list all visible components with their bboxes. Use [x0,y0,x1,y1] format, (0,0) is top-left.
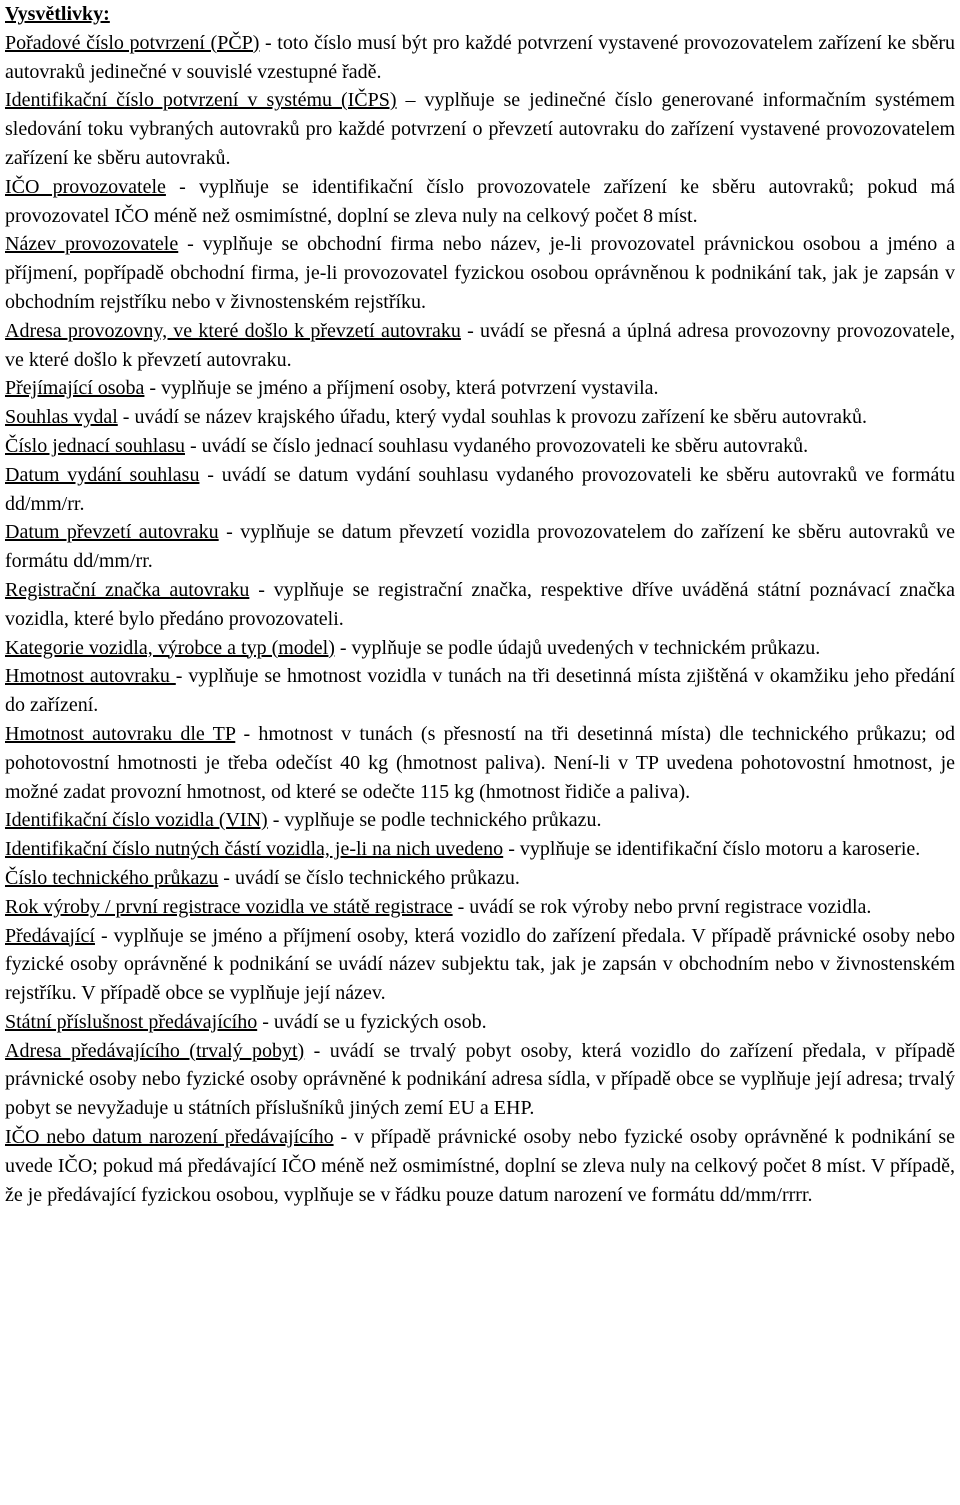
definition-text: - vyplňuje se jméno a příjmení osoby, která vozidlo do zařízení předala. V případě právnické osoby nebo fyzické osoby oprávněné k podnikání se uvádí název subjektu tak, jak je zapsán v obchodním nebo v živnostenském rejstříku. V případě obce se vyplňuje její název. [5,924,955,1005]
definition-term: Kategorie vozidla, výrobce a typ (model) [5,636,335,659]
definition-entry [5,662,955,720]
definition-entry [5,518,955,576]
definition-entry [5,1123,955,1209]
definition-term: Název provozovatele [5,233,179,256]
definition-entry [5,576,955,634]
definition-entry [5,893,955,922]
definition-term: Adresa předávajícího (trvalý pobyt) [5,1039,305,1062]
definition-term: Datum převzetí autovraku [5,521,219,544]
heading: Vysvětlivky: [5,3,110,25]
definition-term: Hmotnost autovraku dle TP [5,722,236,745]
definition-term: Státní příslušnost předávajícího [5,1010,258,1033]
definition-term: Identifikační číslo vozidla (VIN) [5,809,268,832]
definition-entry [5,1037,955,1123]
definition-entry [5,461,955,519]
definition-entry [5,374,955,403]
definition-text: - uvádí se číslo technického průkazu. [218,866,520,889]
definition-text: - uvádí se přesná a úplná adresa provozovny provozovatele, ve které došlo k převzetí autovraku. [5,319,955,371]
definition-term: Souhlas vydal [5,406,118,429]
definition-entry [5,173,955,231]
definition-term: IČO nebo datum narození předávajícího [5,1126,334,1149]
definition-term: Číslo technického průkazu [5,866,219,889]
definition-term: Hmotnost autovraku [5,665,176,688]
definition-text: - uvádí se rok výroby nebo první registrace vozidla. [452,895,872,918]
definition-text: - hmotnost v tunách (s přesností na tři desetinná místa) dle technického průkazu; od pohotovostní hmotnosti je třeba odečíst 40 kg (hmotnost paliva). Není-li v TP uvedena pohotovostní hmotnost, je možné zadat provozní hmotnost, od které se odečte 115 kg (hmotnost řidiče a paliva). [5,722,955,803]
definition-term: Rok výroby / první registrace vozidla ve státě registrace [5,895,453,918]
definition-entry [5,922,955,1008]
definition-entry [5,634,955,663]
definition-text: - vyplňuje se obchodní firma nebo název, je-li provozovatel právnickou osobou a jméno a příjmení, popřípadě obchodní firma, je-li provozovatel fyzickou osobou oprávněnou k podnikání tak, jak je zapsán v obchodním rejstříku nebo v živnostenském rejstříku. [5,233,956,313]
definition-entry [5,29,955,87]
definition-entry [5,86,955,172]
definition-term: Identifikační číslo potvrzení v systému (IČPS) [5,89,397,112]
definition-entry [5,230,955,316]
definition-entry [5,403,955,432]
definition-term: Identifikační číslo nutných částí vozidla, je-li na nich uvedeno [5,838,504,861]
definition-text: - vyplňuje se hmotnost vozidla v tunách na tři desetinná místa zjištěná v okamžiku jeho předání do zařízení. [5,665,955,717]
definition-term: Číslo jednací souhlasu [5,434,185,457]
definition-text: - vyplňuje se jméno a příjmení osoby, která potvrzení vystavila. [144,377,659,400]
definition-term: Datum vydání souhlasu [5,463,200,486]
entries-list [5,29,955,1210]
definition-text: - uvádí se trvalý pobyt osoby, která vozidlo do zařízení předala, v případě právnické osoby nebo fyzické osoby oprávněné k podnikání adresa sídla, v případě obce se vyplňuje její adresa; trvalý pobyt se nevyžaduje u státních příslušníků jiných zemí EU a EHP. [5,1039,955,1120]
definition-entry [5,317,955,375]
definition-text: - vyplňuje se podle údajů uvedených v technickém průkazu. [334,636,821,659]
definition-text: - uvádí se číslo jednací souhlasu vydaného provozovateli ke sběru autovraků. [184,434,809,457]
definition-text: - vyplňuje se registrační značka, respektive dříve uváděná státní poznávací značka vozidla, které bylo předáno provozovateli. [5,578,956,630]
definition-entry [5,864,955,893]
definition-entry [5,720,955,806]
definition-entry [5,806,955,835]
definition-text: - uvádí se datum vydání souhlasu vydaného provozovateli ke sběru autovraků ve formátu dd/mm/rr. [5,463,955,515]
definition-entry [5,1008,955,1037]
definition-text: - vyplňuje se datum převzetí vozidla provozovatelem do zařízení ke sběru autovraků ve formátu dd/mm/rr. [5,521,955,573]
definition-term: IČO provozovatele [5,175,166,198]
definition-entry [5,432,955,461]
definition-text: - vyplňuje se identifikační číslo provozovatele zařízení ke sběru autovraků; pokud má provozovatel IČO méně než osmimístné, doplní se zleva nuly na celkový počet 8 míst. [5,175,955,227]
definition-term: Předávající [5,924,95,947]
definition-term: Registrační značka autovraku [5,578,250,601]
definition-term: Adresa provozovny, ve které došlo k převzetí autovraku [5,319,461,342]
definition-entry [5,835,955,864]
definition-text: – vyplňuje se jedinečné číslo generované informačním systémem sledování toku vybraných autovraků pro každé potvrzení o převzetí autovraku do zařízení vystavené provozovatelem zařízení ke sběru autovraků. [5,89,955,169]
definition-text: - vyplňuje se podle technického průkazu. [267,809,602,832]
definition-text: - uvádí se u fyzických osob. [257,1010,487,1033]
definition-text: - uvádí se název krajského úřadu, který vydal souhlas k provozu zařízení ke sběru autovraků. [117,406,867,429]
definition-text: - v případě právnické osoby nebo fyzické osoby oprávněné k podnikání se uvede IČO; pokud má předávající IČO méně než osmimístné, doplní se zleva nuly na celkový počet 8 míst. V případě, že je předávající fyzickou osobou, vyplňuje se v řádku pouze datum narození ve formátu dd/mm/rrrr. [5,1126,955,1206]
definition-text: - vyplňuje se identifikační číslo motoru a karoserie. [503,838,921,861]
definition-term: Přejímající osoba [5,377,145,400]
definition-term: Pořadové číslo potvrzení (PČP) [5,31,260,54]
definition-text: - toto číslo musí být pro každé potvrzení vystavené provozovatelem zařízení ke sběru autovraků jedinečné v souvislé vzestupné řadě. [5,31,956,83]
